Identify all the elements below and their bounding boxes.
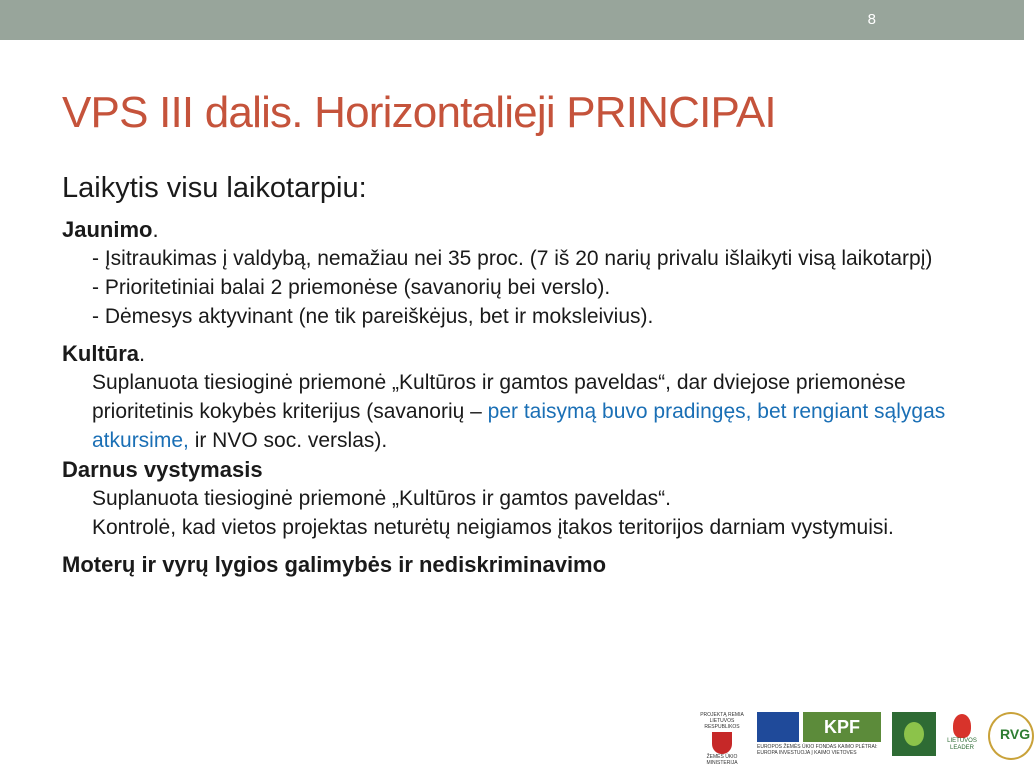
leader-logo: [892, 712, 936, 756]
footer-logos: [697, 712, 1034, 766]
highlight-text: per taisymą buvo pradingęs, bet rengiant sąlygas atkursime,: [92, 400, 946, 452]
lietuvos-leader-logo: LIETUVOS LEADER: [946, 712, 978, 760]
slide-number: 8: [867, 11, 876, 28]
eu-caption: EUROPOS ŽEMĖS ŪKIO FONDAS KAIMO PLĖTRAI: EUROPA INVESTUOJA Į KAIMO VIETOVES: [757, 744, 878, 756]
section-kultura-items: [92, 368, 982, 455]
list-item: Kontrolė, kad vietos projektas neturėtų neigiamos įtakos teritorijos darniam vystymuisi.: [92, 516, 894, 539]
leaf-icon: [953, 714, 971, 738]
list-item: Suplanuota tiesioginė priemonė „Kultūros ir gamtos paveldas“, dar dviejose priemonėse prioritetinis kokybės kriterijus (savanorių – per taisymą buvo pradingęs, bet rengiant sąlygas atkursime, ir NVO soc. verslas).: [92, 371, 946, 452]
section-jaunimo-heading: Jaunimo.: [62, 217, 159, 242]
lead-text: Laikytis visu laikotarpiu:: [62, 172, 367, 204]
eu-flag-icon: [757, 712, 799, 742]
slide-title: VPS III dalis. Horizontalieji PRINCIPAI: [62, 88, 776, 137]
rvg-logo: RVG: [988, 712, 1034, 760]
eu-logo-group: [757, 712, 882, 756]
list-item: - Prioritetiniai balai 2 priemonėse (savanorių bei verslo).: [92, 276, 611, 299]
section-jaunimo-items: [92, 244, 982, 331]
list-item: Suplanuota tiesioginė priemonė „Kultūros ir gamtos paveldas“.: [92, 487, 671, 510]
top-bar: [0, 0, 1024, 40]
slide-content: [62, 172, 982, 579]
section-moteru-heading: Moterų ir vyrų lygios galimybės ir nediskriminavimo: [62, 552, 607, 577]
coat-of-arms-icon: [712, 732, 732, 754]
ministry-seal-logo: PROJEKTĄ REMIA LIETUVOS RESPUBLIKOS ŽEMĖS ŪKIO MINISTERIJA: [700, 712, 744, 766]
section-darnus-heading: Darnus vystymasis: [62, 457, 263, 482]
section-kultura-heading: Kultūra.: [62, 341, 146, 366]
list-item: - Įsitraukimas į valdybą, nemažiau nei 35 proc. (7 iš 20 narių privalu išlaikyti visą laikotarpį): [92, 247, 933, 270]
list-item: - Dėmesys aktyvinant (ne tik pareiškėjus, bet ir moksleivius).: [92, 305, 654, 328]
section-darnus-items: [92, 484, 982, 542]
kpf-logo: KPF: [803, 712, 881, 742]
